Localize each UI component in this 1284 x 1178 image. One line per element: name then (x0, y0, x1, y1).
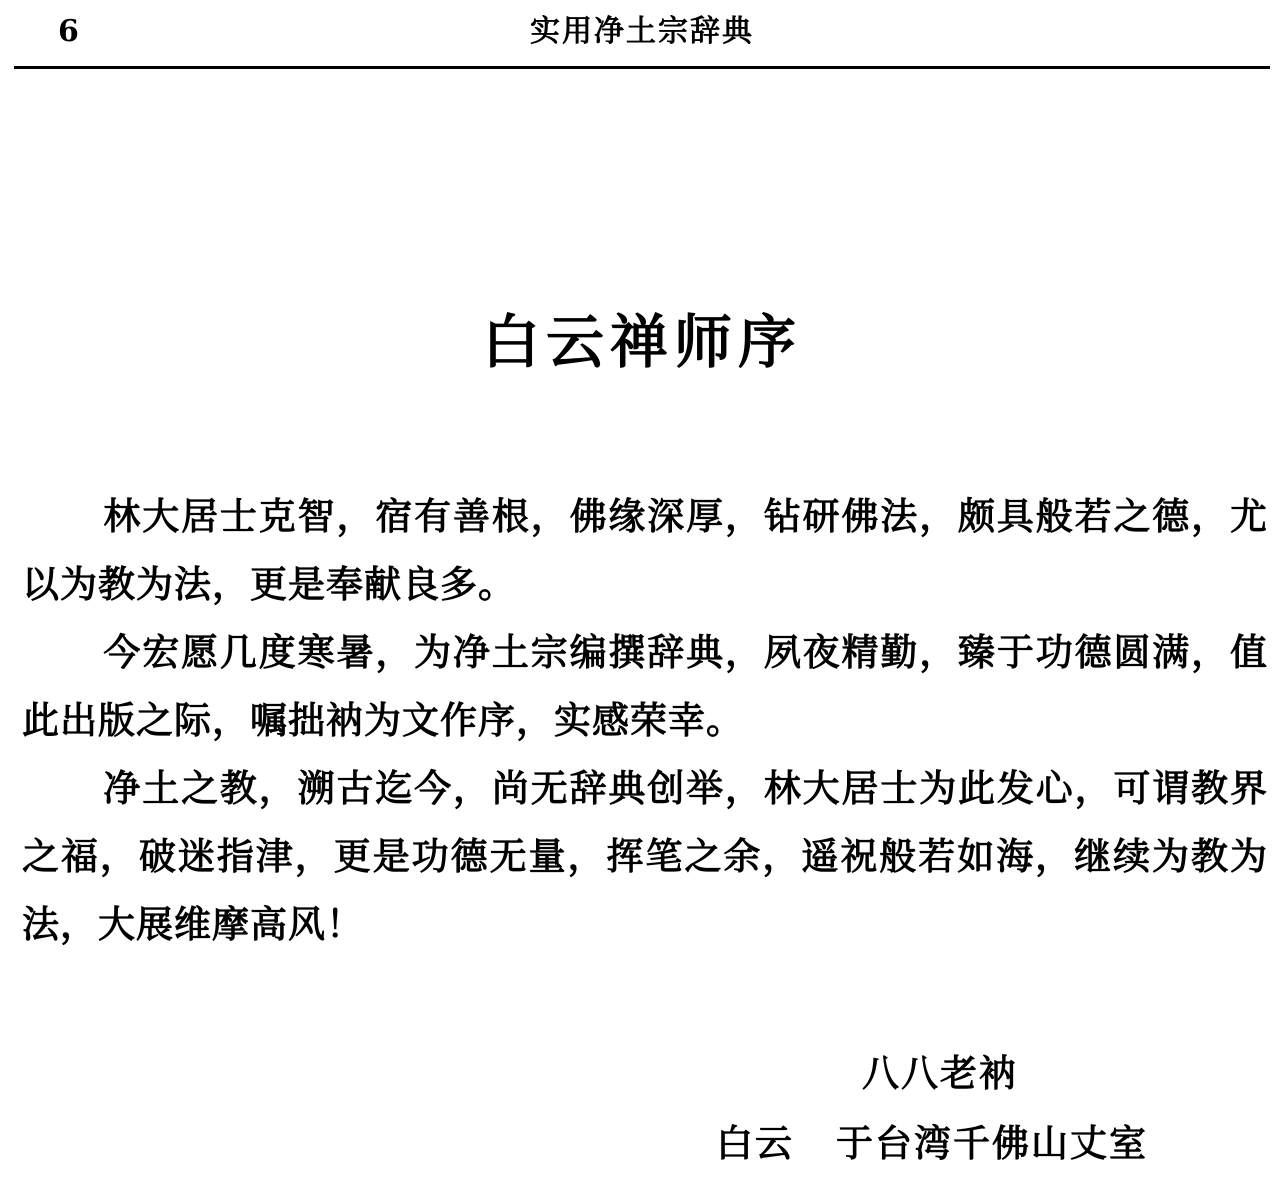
preface-body (22, 482, 1268, 958)
paragraph-1: 林大居士克智，宿有善根，佛缘深厚，钻研佛法，颇具般若之德，尤以为教为法，更是奉献良多。 (22, 494, 1268, 606)
paragraph-2: 今宏愿几度寒暑，为净土宗编撰辞典，夙夜精勤，臻于功德圆满，值此出版之际，嘱拙衲为文作序，实感荣幸。 (22, 630, 1268, 742)
running-head-title: 实用净土宗辞典 (530, 14, 754, 49)
header-rule (14, 66, 1270, 69)
signature-title: 八八老衲 (862, 1051, 1018, 1095)
paragraph-3: 净土之教，溯古迄今，尚无辞典创举，林大居士为此发心，可谓教界之福，破迷指津，更是功德无量，挥笔之余，遥祝般若如海，继续为教为法，大展维摩高风！ (22, 766, 1268, 946)
signature-line (716, 1116, 1148, 1170)
preface-title: 白云禅师序 (481, 308, 802, 376)
signature-name: 白云 (716, 1121, 794, 1165)
page-number: 6 (58, 14, 79, 49)
signature-place: 于台湾千佛山丈室 (836, 1121, 1148, 1165)
